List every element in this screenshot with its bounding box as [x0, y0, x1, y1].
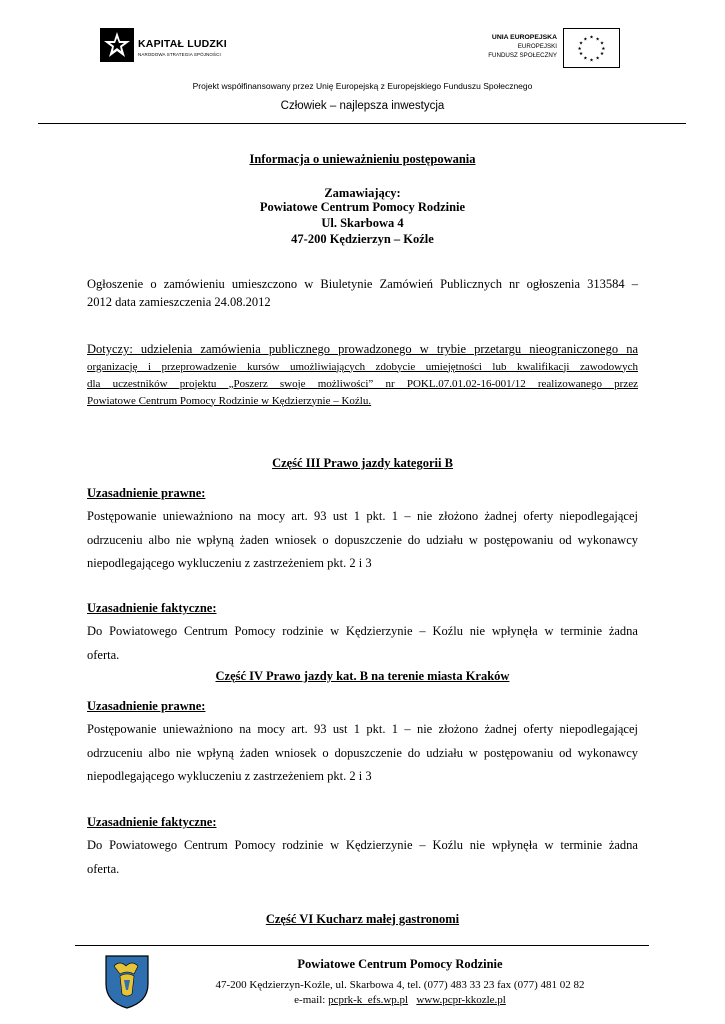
- svg-text:★: ★: [577, 46, 582, 52]
- footer-website-link[interactable]: www.pcpr-kkozle.pl: [416, 994, 506, 1006]
- footer-address: 47-200 Kędzierzyn-Koźle, ul. Skarbowa 4, tel. (077) 483 33 23 fax (077) 481 02 82: [215, 979, 585, 991]
- factual-basis-label: Uzasadnienie faktyczne:: [87, 815, 217, 829]
- svg-text:★: ★: [599, 41, 605, 47]
- svg-text:★: ★: [599, 52, 605, 58]
- announcement-line: Ogłoszenie o zamówieniu umieszczono w Biuletynie Zamówień Publicznych nr ogłoszenia 313584 –: [87, 277, 638, 291]
- legal-basis-line: Postępowanie unieważniono na mocy art. 93 ust 1 pkt. 1 – nie złożono żadnej oferty niepodlegającej: [87, 722, 638, 736]
- section-heading: Część IV Prawo jazdy kat. B na terenie miasta Kraków: [215, 669, 510, 683]
- svg-text:★: ★: [589, 35, 594, 41]
- legal-basis-label: Uzasadnienie prawne:: [87, 486, 206, 500]
- legal-basis-line: niepodlegającego wykluczeniu z zastrzeżeniem pkt. 2 i 3: [87, 556, 372, 570]
- svg-text:★: ★: [589, 58, 594, 64]
- footer-email-label: e-mail:: [294, 994, 326, 1006]
- kapital-ludzki-star-icon: [100, 28, 134, 62]
- section-heading: Część VI Kucharz małej gastronomi: [265, 912, 460, 926]
- document-title: Informacja o unieważnieniu postępowania: [249, 152, 476, 166]
- section-heading: Część III Prawo jazdy kategorii B: [272, 456, 453, 470]
- kapital-ludzki-subtitle: NARODOWA STRATEGIA SPÓJNOŚCI: [138, 52, 221, 57]
- eu-logo: [470, 28, 620, 70]
- footer-email-link[interactable]: pcprk-k_efs.wp.pl: [328, 994, 409, 1006]
- motto: Człowiek – najlepsza inwestycja: [280, 100, 445, 112]
- footer-contact: [160, 994, 640, 1006]
- county-coat-of-arms-icon: [104, 954, 150, 1010]
- svg-text:★: ★: [578, 52, 584, 58]
- announcement-line: 2012 data zamieszczenia 24.08.2012: [87, 294, 271, 309]
- svg-text:★: ★: [578, 41, 584, 47]
- subject-line: organizację i przeprowadzenie kursów umożliwiających zdobycie umiejętności lub kwalifikacji zawodowych: [87, 360, 638, 373]
- eu-logo-text: [488, 33, 557, 60]
- header-divider: [38, 123, 686, 124]
- svg-text:★: ★: [583, 56, 588, 62]
- subject-line: Powiatowe Centrum Pomocy Rodzinie w Kędzierzynie – Koźlu.: [87, 394, 372, 407]
- contracting-label: Zamawiający:: [324, 186, 401, 200]
- svg-text:★: ★: [583, 37, 588, 43]
- svg-text:★: ★: [595, 56, 600, 62]
- factual-basis-line: Do Powiatowego Centrum Pomocy rodzinie w Kędzierzynie – Koźlu nie wpłynęła w terminie żadna: [87, 838, 638, 852]
- factual-basis-text: [87, 834, 638, 881]
- legal-basis-line: niepodlegającego wykluczeniu z zastrzeżeniem pkt. 2 i 3: [87, 769, 372, 783]
- svg-text:★: ★: [601, 46, 606, 52]
- footer-divider: [75, 945, 649, 946]
- factual-basis-text: [87, 620, 638, 667]
- legal-basis-line: Postępowanie unieważniono na mocy art. 93 ust 1 pkt. 1 – nie złożono żadnej oferty niepodlegającej: [87, 509, 638, 523]
- footer-institution-name: Powiatowe Centrum Pomocy Rodzinie: [297, 957, 503, 971]
- factual-basis-line: Do Powiatowego Centrum Pomocy rodzinie w Kędzierzynie – Koźlu nie wpłynęła w terminie żadna: [87, 624, 638, 638]
- subject-line: dla uczestników projektu „Poszerz swoje możliwości” nr POKL.07.01.02-16-001/12 realizowanego przez: [87, 377, 638, 390]
- subject-paragraph: [87, 341, 638, 410]
- project-cofinancing-line: Projekt współfinansowany przez Unię Europejską z Europejskiego Funduszu Społecznego: [192, 81, 533, 91]
- contracting-street: Ul. Skarbowa 4: [321, 216, 404, 230]
- svg-text:★: ★: [595, 37, 600, 43]
- factual-basis-line: oferta.: [87, 647, 120, 662]
- legal-basis-line: odrzuceniu albo nie wpłyną żaden wniosek o dopuszczenie do udziału w postępowaniu od wykonawcy: [87, 532, 638, 547]
- legal-basis-line: odrzuceniu albo nie wpłyną żaden wniosek o dopuszczenie do udziału w postępowaniu od wykonawcy: [87, 745, 638, 760]
- subject-line: Dotyczy: udzielenia zamówienia publicznego prowadzonego w trybie przetargu nieograniczonego na: [87, 342, 638, 356]
- legal-basis-text: [87, 718, 638, 789]
- kapital-ludzki-name: KAPITAŁ LUDZKI: [138, 38, 227, 50]
- eu-flag-icon: [563, 28, 620, 68]
- factual-basis-line: oferta.: [87, 861, 120, 876]
- contracting-name: Powiatowe Centrum Pomocy Rodzinie: [259, 200, 466, 214]
- contracting-city: 47-200 Kędzierzyn – Koźle: [291, 232, 434, 246]
- eu-line-1: UNIA EUROPEJSKA: [491, 34, 557, 41]
- legal-basis-label: Uzasadnienie prawne:: [87, 699, 206, 713]
- eu-line-3: FUNDUSZ SPOŁECZNY: [488, 52, 557, 59]
- factual-basis-label: Uzasadnienie faktyczne:: [87, 601, 217, 615]
- announcement-paragraph: [87, 276, 638, 311]
- eu-line-2: EUROPEJSKI: [517, 43, 557, 50]
- kapital-ludzki-logo: [100, 28, 240, 68]
- legal-basis-text: [87, 505, 638, 576]
